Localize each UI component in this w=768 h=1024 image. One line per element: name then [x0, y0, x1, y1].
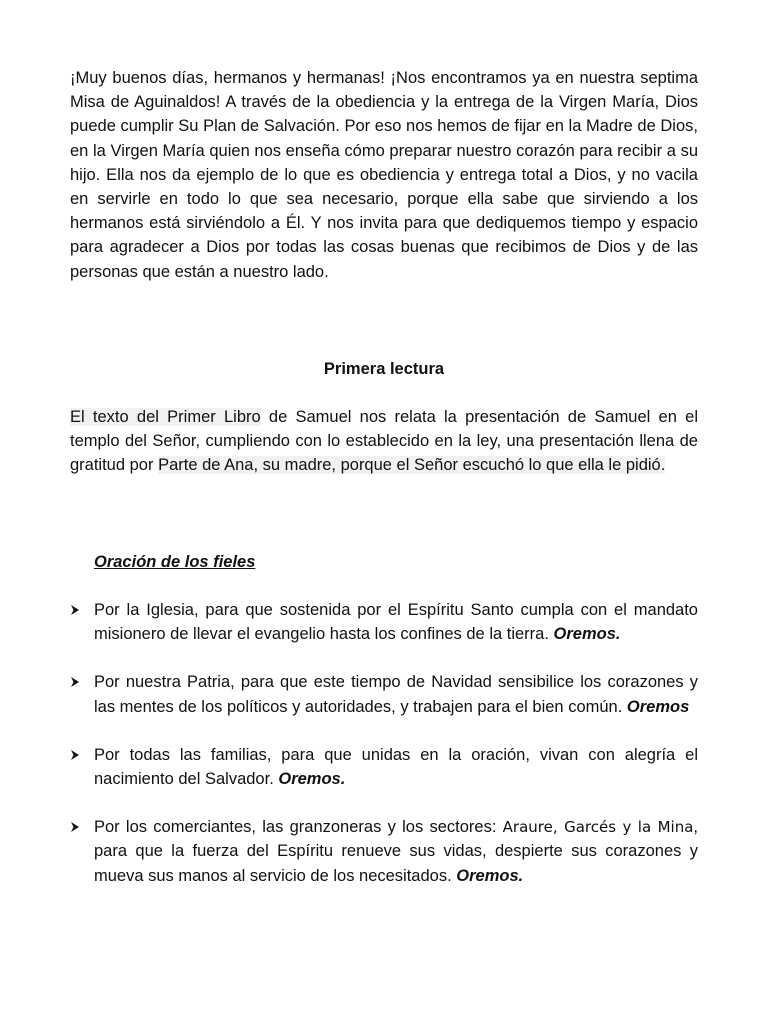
arrowhead-bullet-icon	[70, 815, 86, 839]
prayer-text: Por la Iglesia, para que sostenida por el Espíritu Santo cumpla con el mandato misionero de llevar el evangelio hasta los confines de la tierra.	[94, 601, 698, 644]
prayer-text: , para que la fuerza del Espíritu renueve sus vidas, despierte sus corazones y mueva sus manos al servicio de los necesitados.	[94, 818, 698, 885]
prayer-text: Por los comerciantes, las granzoneras y los sectores:	[94, 818, 503, 837]
oremos-label: Oremos.	[278, 770, 346, 789]
prayer-text: Por todas las familias, para que unidas en la oración, vivan con alegría el nacimiento del Salvador.	[94, 745, 698, 789]
arrowhead-bullet-icon	[70, 598, 86, 622]
arrowhead-bullet-icon	[70, 743, 86, 767]
intro-paragraph: ¡Muy buenos días, hermanos y hermanas! ¡Nos encontramos ya en nuestra septima Misa de Aguinaldos! A través de la obediencia y la entrega de la Virgen María, Dios puede cumplir Su Plan de Salvación. Por eso nos hemos de fijar en la Madre de Dios, en la Virgen María quien nos enseña cómo preparar nuestro corazón para recibir a su hijo. Ella nos da ejemplo de lo que es obediencia y entrega total a Dios, y no vacila en servirle en todo lo que sea necesario, porque ella sabe que sirviendo a los hermanos está sirviéndolo a Él. Y nos invita para que dediquemos tiempo y espacio para agradecer a Dios por todas las cosas buenas que recibimos de Dios y de las personas que están a nuestro lado.	[70, 69, 698, 281]
prayer-text: Por nuestra Patria, para que este tiempo de Navidad sensibilice los corazones y las mentes de los políticos y autoridades, y trabajen para el bien común.	[94, 673, 698, 716]
highlighted-text: El texto del Primer Libro	[70, 408, 261, 426]
oremos-label: Oremos.	[553, 625, 621, 644]
prayer-item	[70, 815, 698, 888]
prayer-item	[70, 598, 698, 646]
primera-lectura-paragraph	[70, 405, 698, 478]
prayer-item	[70, 743, 698, 791]
oracion-heading: Oración de los fieles	[94, 553, 256, 571]
document-page	[70, 66, 698, 885]
oremos-label: Oremos	[626, 697, 690, 716]
lectura-text: de Samuel nos relata la presentación de Samuel en el templo del Señor, cumpliendo con lo establecido en la ley, una presentación llena de gratitud por	[70, 408, 698, 475]
primera-lectura-heading: Primera lectura	[323, 360, 445, 378]
arrowhead-bullet-icon	[70, 670, 86, 694]
prayer-item	[70, 670, 698, 718]
highlighted-text: Parte de Ana, su madre, porque el Señor escuchó lo que ella le pidió.	[158, 456, 666, 475]
sector-names: Araure, Garcés y la Mina	[502, 818, 694, 837]
oremos-label: Oremos.	[456, 866, 524, 885]
prayer-list	[70, 598, 698, 912]
